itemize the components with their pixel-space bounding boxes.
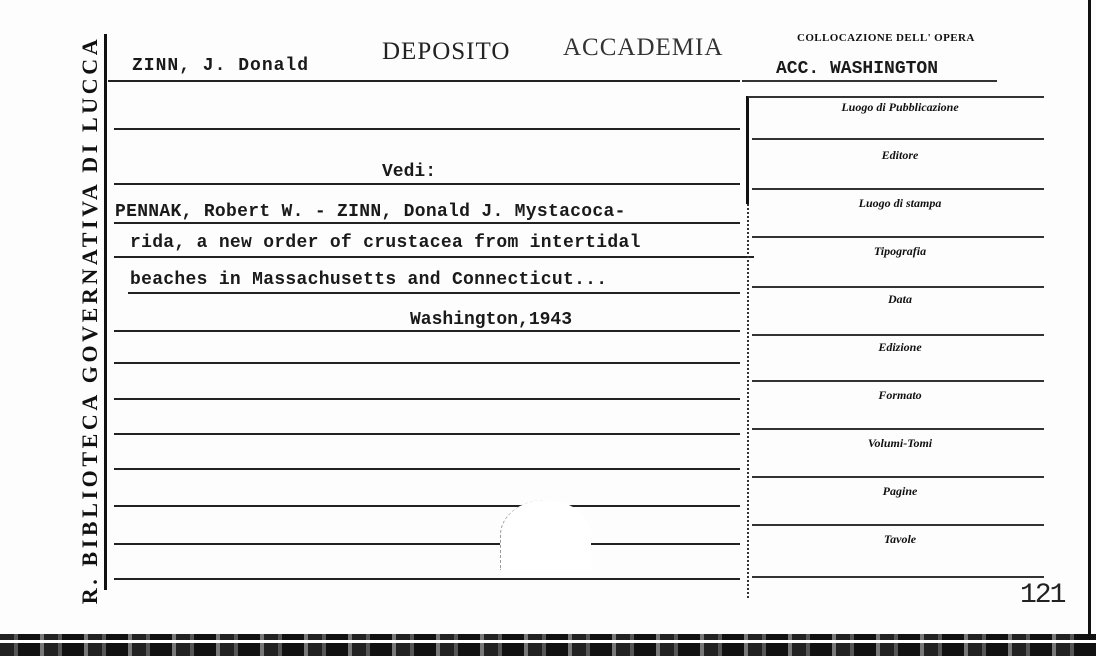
rule-line	[114, 468, 740, 470]
collocation-heading: COLLOCAZIONE DELL' OPERA	[797, 32, 975, 44]
rule-line	[114, 433, 740, 435]
field-rule	[752, 236, 1044, 238]
field-rule	[752, 334, 1044, 336]
field-rule	[752, 286, 1044, 288]
see-reference-label: Vedi:	[382, 162, 437, 182]
field-publisher: Editore	[881, 148, 919, 162]
entry-line-1: PENNAK, Robert W. - ZINN, Donald J. Mystacoca-	[115, 202, 626, 222]
rule-line	[114, 398, 740, 400]
collocation-rule	[742, 80, 997, 82]
field-rule	[752, 428, 1044, 430]
field-rule	[752, 476, 1044, 478]
margin-rule	[104, 34, 107, 590]
field-rule	[752, 576, 1044, 578]
place-year: Washington,1943	[410, 310, 573, 330]
author-heading: ZINN, J. Donald	[132, 56, 310, 76]
rule-line	[114, 183, 740, 185]
rule-line	[108, 80, 740, 82]
rule-line	[114, 128, 740, 130]
field-rule	[752, 188, 1044, 190]
rule-line	[114, 505, 740, 507]
stamp-deposito: DEPOSITO	[382, 38, 511, 65]
field-rule	[752, 380, 1044, 382]
right-column-rule	[746, 96, 749, 204]
rule-line	[114, 578, 740, 580]
collocation-value: ACC. WASHINGTON	[776, 59, 939, 79]
field-rule	[752, 524, 1044, 526]
card-edge-bottom	[0, 634, 1096, 656]
entry-line-3: beaches in Massachusetts and Connecticut...	[130, 270, 608, 290]
field-volumes: Volumi-Tomi	[867, 436, 933, 450]
field-date: Data	[888, 292, 912, 306]
library-name: R. BIBLIOTECA GOVERNATIVA DI LUCCA	[77, 35, 102, 605]
rule-line	[114, 256, 754, 258]
field-printer: Tipografia	[873, 244, 927, 258]
card-edge-right	[1088, 0, 1091, 640]
rule-line	[586, 543, 740, 545]
field-place-of-publication: Luogo di Pubblicazione	[841, 100, 959, 114]
entry-line-2: rida, a new order of crustacea from intertidal	[130, 233, 641, 253]
field-plates: Tavole	[883, 532, 917, 546]
field-pages: Pagine	[882, 484, 918, 498]
field-format: Formato	[878, 388, 922, 402]
corner-mark: 121	[1020, 580, 1065, 611]
paper-blemish	[500, 500, 591, 570]
right-column-dotted-rule	[747, 204, 749, 598]
field-edition: Edizione	[878, 340, 922, 354]
field-rule	[752, 138, 1044, 140]
rule-line	[114, 222, 740, 224]
rule-line	[114, 330, 740, 332]
stamp-accademia: ACCADEMIA	[563, 34, 724, 61]
rule-line	[128, 292, 740, 294]
rule-line	[114, 543, 504, 545]
card-edge-gap	[0, 640, 1096, 643]
rule-line	[114, 362, 740, 364]
field-place-of-printing: Luogo di stampa	[858, 196, 942, 210]
field-rule	[748, 96, 1044, 98]
